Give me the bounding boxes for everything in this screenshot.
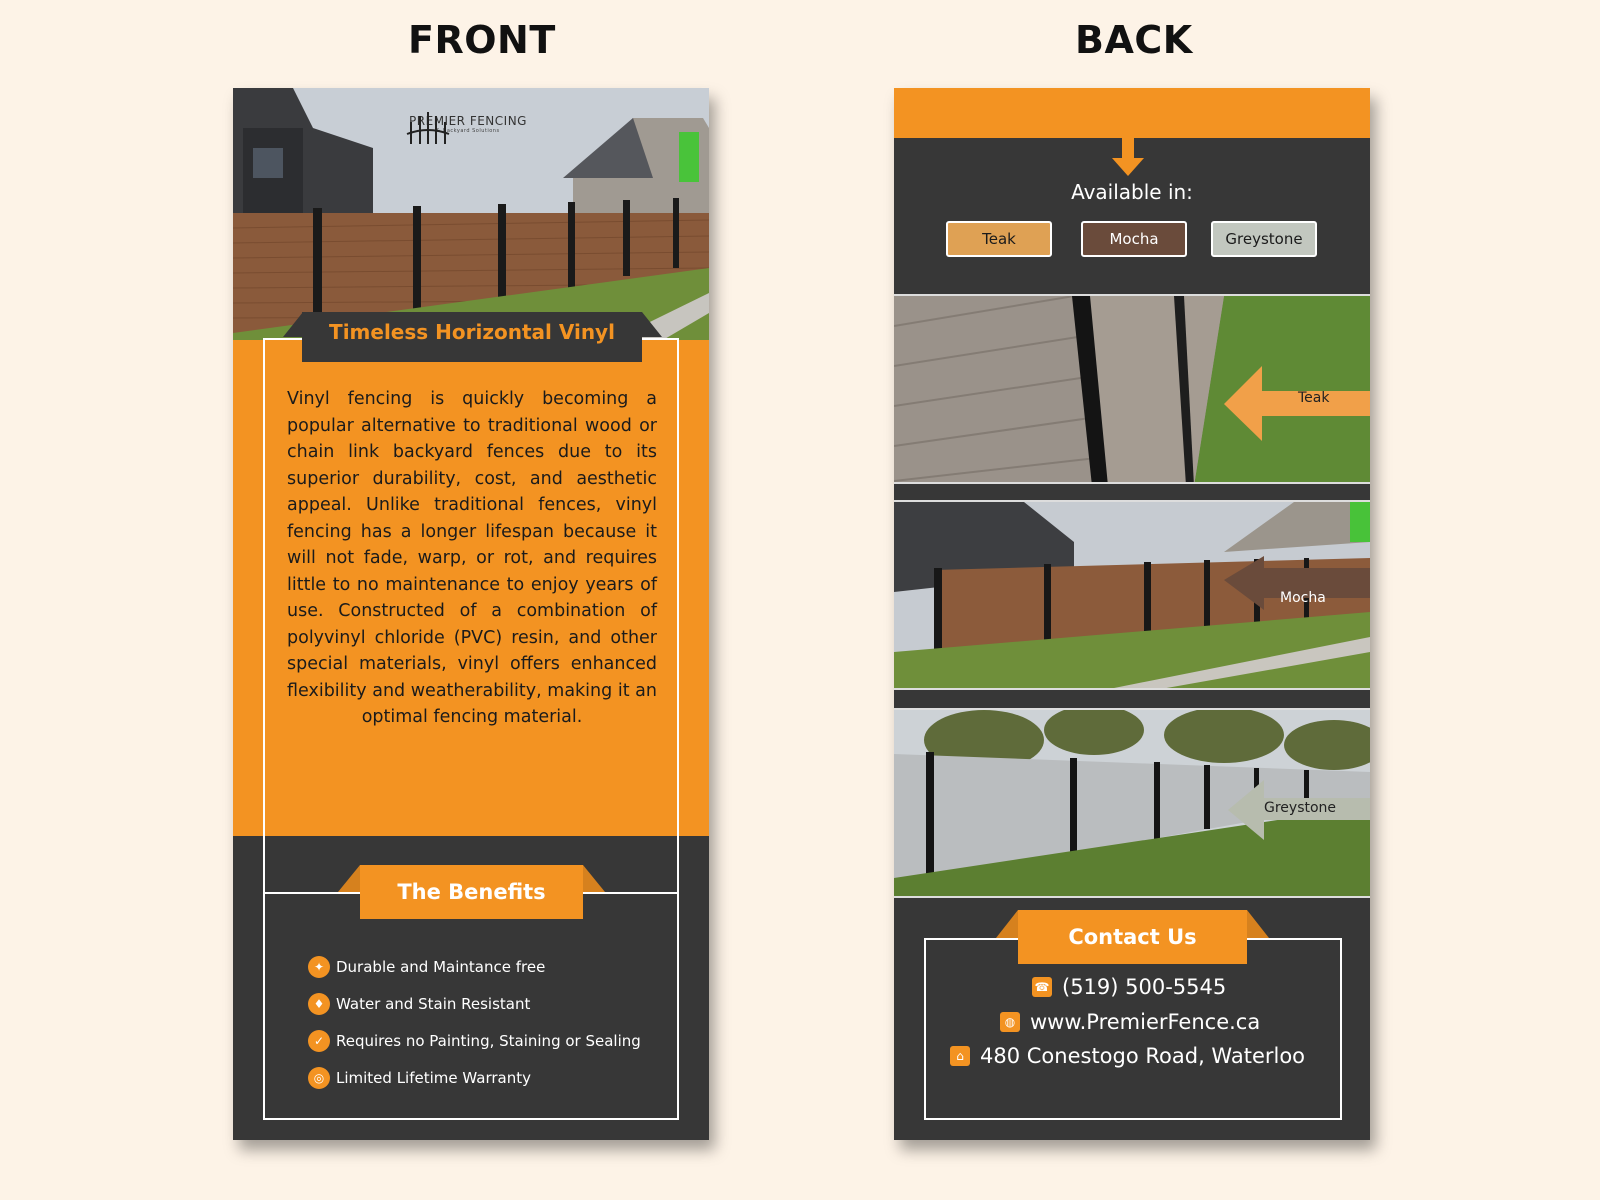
warranty-badge-icon: ◎: [308, 1067, 330, 1089]
contact-title: Contact Us: [1018, 910, 1247, 964]
intro-paragraph: Vinyl fencing is quickly becoming a popular alternative to traditional wood or chain link backyard fences due to its superior durability, cost, and aesthetic appeal. Unlike traditional fences, vinyl fencing has a longer lifespan because it will not fade, warp, or rot, and requires little to no maintenance to enjoy years of use. Constructed of a combination of polyvinyl chloride (PVC) resin, and other special materials, vinyl offers enhanced flexibility and weatherability, making it an optimal fencing material.: [287, 389, 657, 727]
benefits-tab-fold-right: [583, 865, 605, 892]
premier-fencing-logo: [403, 110, 533, 134]
teak-arrow-label: Teak: [1298, 390, 1330, 406]
globe-icon: ◍: [1000, 1012, 1020, 1032]
thumbs-up-icon: ✓: [308, 1030, 330, 1052]
benefit-label: Limited Lifetime Warranty: [336, 1068, 531, 1087]
down-arrow-icon: [1112, 138, 1144, 178]
water-drop-icon: ♦: [308, 993, 330, 1015]
fence-crown-icon: [403, 110, 453, 146]
home-icon: ⌂: [950, 1046, 970, 1066]
mocha-fence-photo: [894, 500, 1370, 690]
teak-fence-photo: [894, 294, 1370, 484]
list-item: [308, 1022, 668, 1059]
greystone-fence-photo: [894, 708, 1370, 898]
greystone-arrow-label: Greystone: [1264, 800, 1337, 816]
back-heading: BACK: [1075, 18, 1193, 62]
phone-icon: ☎: [1032, 977, 1052, 997]
logo-name: PREMIER FENCING: [409, 114, 527, 128]
front-heading: FRONT: [408, 18, 556, 62]
hero-fence-photo: [233, 88, 709, 340]
available-label: Available in:: [1071, 180, 1193, 204]
list-item: [308, 948, 668, 985]
benefit-label: Durable and Maintance free: [336, 957, 546, 976]
contact-tab-fold-left: [996, 910, 1018, 938]
title-ribbon-fold-right: [642, 312, 662, 337]
front-panel: [233, 88, 709, 1140]
logo-tagline: & Backyard Solutions: [436, 128, 500, 134]
front-title: Timeless Horizontal Vinyl: [329, 320, 615, 344]
muscle-icon: ✦: [308, 956, 330, 978]
list-item: [308, 1059, 668, 1096]
benefits-tab-fold-left: [338, 865, 360, 892]
list-item: [308, 985, 668, 1022]
contact-address: [950, 1044, 1305, 1068]
benefit-label: Water and Stain Resistant: [336, 994, 531, 1013]
contact-phone[interactable]: [1032, 975, 1226, 999]
contact-website[interactable]: [1000, 1010, 1260, 1034]
swatch-greystone: Greystone: [1211, 221, 1317, 257]
address-text: 480 Conestogo Road, Waterloo: [980, 1044, 1306, 1068]
back-panel: [894, 88, 1370, 1140]
website-link[interactable]: www.PremierFence.ca: [1030, 1010, 1261, 1034]
contact-tab-fold-right: [1247, 910, 1269, 938]
swatch-mocha: Mocha: [1081, 221, 1187, 257]
phone-number[interactable]: (519) 500-5545: [1062, 975, 1227, 999]
swatch-teak: Teak: [946, 221, 1052, 257]
back-top-bar: [894, 88, 1370, 138]
benefits-list: [308, 948, 668, 1096]
title-ribbon-fold-left: [283, 312, 303, 337]
benefits-title: The Benefits: [360, 865, 583, 919]
benefit-label: Requires no Painting, Staining or Sealing: [336, 1031, 641, 1050]
mocha-arrow-label: Mocha: [1280, 590, 1326, 606]
